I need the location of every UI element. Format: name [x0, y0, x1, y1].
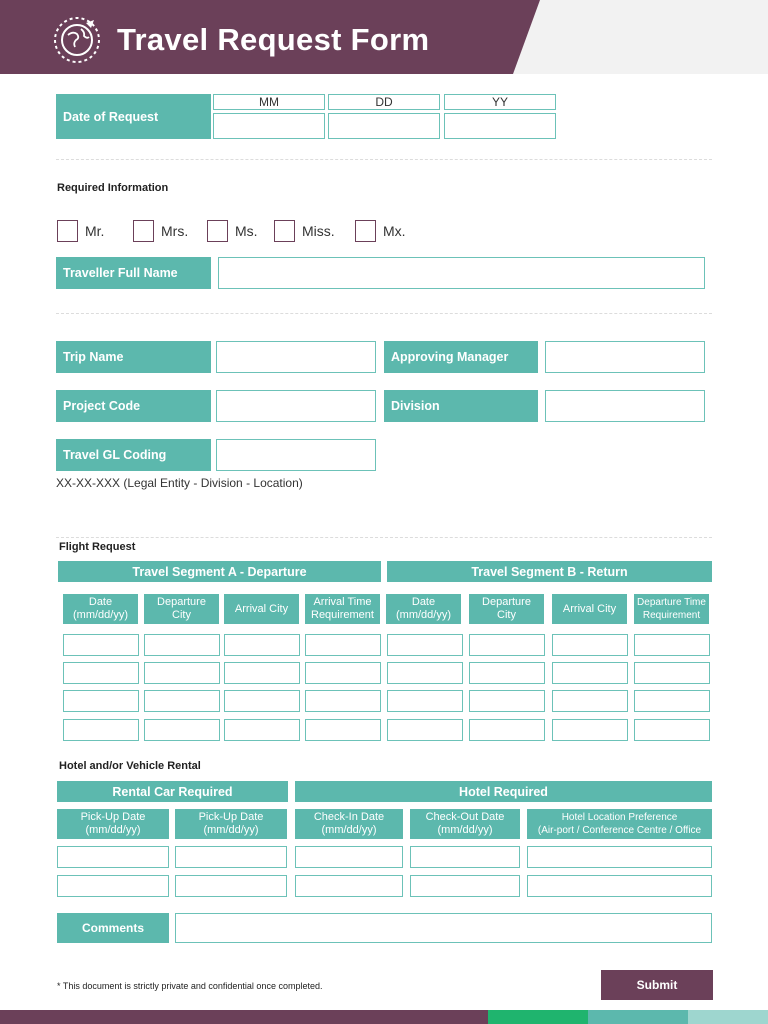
submit-button[interactable]: Submit	[601, 970, 713, 1000]
date-of-request-label: Date of Request	[56, 94, 211, 139]
segment-a-header: Travel Segment A - Departure	[58, 561, 381, 582]
gl-coding-input[interactable]	[216, 439, 376, 471]
flight-cell-input[interactable]	[634, 662, 710, 684]
flight-cell-input[interactable]	[144, 690, 220, 712]
check-out-date-header: Check-Out Date (mm/dd/yy)	[410, 809, 520, 839]
footer-stripe-plum	[0, 1010, 488, 1024]
flight-cell-input[interactable]	[634, 634, 710, 656]
flight-cell-input[interactable]	[469, 662, 545, 684]
rental-pickup-date-header: Pick-Up Date (mm/dd/yy)	[57, 809, 169, 839]
footer-stripe-teal	[588, 1010, 688, 1024]
checkbox-ms[interactable]	[207, 220, 228, 242]
traveller-name-input[interactable]	[218, 257, 705, 289]
flight-cell-input[interactable]	[63, 719, 139, 741]
flight-cell-input[interactable]	[634, 690, 710, 712]
hotel-cell-input[interactable]	[57, 875, 169, 897]
traveller-name-label: Traveller Full Name	[56, 257, 211, 289]
page-title: Travel Request Form	[117, 22, 430, 57]
project-code-label: Project Code	[56, 390, 211, 422]
seg-b-arrival-city-header: Arrival City	[552, 594, 627, 624]
approving-manager-label: Approving Manager	[384, 341, 538, 373]
hotel-cell-input[interactable]	[295, 875, 403, 897]
checkbox-mrs-label: Mrs.	[161, 223, 189, 239]
flight-cell-input[interactable]	[552, 690, 628, 712]
flight-cell-input[interactable]	[144, 662, 220, 684]
seg-a-departure-city-header: Departure City	[144, 594, 219, 624]
flight-cell-input[interactable]	[305, 634, 381, 656]
hotel-cell-input[interactable]	[175, 875, 287, 897]
flight-cell-input[interactable]	[552, 719, 628, 741]
flight-cell-input[interactable]	[387, 690, 463, 712]
checkbox-mr-label: Mr.	[85, 223, 105, 239]
rental-pickup-date-2-header: Pick-Up Date (mm/dd/yy)	[175, 809, 287, 839]
trip-name-label: Trip Name	[56, 341, 211, 373]
segment-b-header: Travel Segment B - Return	[387, 561, 712, 582]
year-header: YY	[444, 94, 556, 110]
footer-stripe-green	[488, 1010, 588, 1024]
gl-coding-label: Travel GL Coding	[56, 439, 211, 471]
flight-cell-input[interactable]	[552, 634, 628, 656]
flight-cell-input[interactable]	[387, 719, 463, 741]
flight-cell-input[interactable]	[387, 634, 463, 656]
seg-a-arrival-city-header: Arrival City	[224, 594, 299, 624]
checkbox-mx-label: Mx.	[383, 223, 406, 239]
flight-request-heading: Flight Request	[59, 541, 136, 553]
flight-cell-input[interactable]	[63, 662, 139, 684]
divider	[56, 313, 712, 314]
hotel-heading: Hotel and/or Vehicle Rental	[59, 760, 201, 772]
division-select[interactable]	[545, 390, 705, 422]
flight-cell-input[interactable]	[305, 662, 381, 684]
seg-b-date-header: Date (mm/dd/yy)	[386, 594, 461, 624]
flight-cell-input[interactable]	[469, 634, 545, 656]
hotel-cell-input[interactable]	[175, 846, 287, 868]
comments-input[interactable]	[175, 913, 712, 943]
divider	[56, 537, 712, 538]
checkbox-miss[interactable]	[274, 220, 295, 242]
flight-cell-input[interactable]	[634, 719, 710, 741]
globe-icon	[52, 15, 102, 65]
day-header: DD	[328, 94, 440, 110]
flight-cell-input[interactable]	[469, 690, 545, 712]
checkbox-ms-label: Ms.	[235, 223, 258, 239]
flight-cell-input[interactable]	[224, 634, 300, 656]
seg-b-departure-time-header: Departure Time Requirement	[634, 594, 709, 624]
project-code-input[interactable]	[216, 390, 376, 422]
required-info-heading: Required Information	[57, 182, 169, 194]
month-input[interactable]	[213, 113, 325, 139]
seg-a-date-header: Date (mm/dd/yy)	[63, 594, 138, 624]
flight-cell-input[interactable]	[224, 690, 300, 712]
checkbox-mx[interactable]	[355, 220, 376, 242]
division-label: Division	[384, 390, 538, 422]
seg-a-arrival-time-header: Arrival Time Requirement	[305, 594, 380, 624]
hotel-required-header: Hotel Required	[295, 781, 712, 802]
flight-cell-input[interactable]	[305, 690, 381, 712]
flight-cell-input[interactable]	[224, 719, 300, 741]
rental-car-header: Rental Car Required	[57, 781, 288, 802]
divider	[56, 159, 712, 160]
footer-stripe-light-teal	[688, 1010, 768, 1024]
flight-cell-input[interactable]	[387, 662, 463, 684]
approving-manager-input[interactable]	[545, 341, 705, 373]
check-in-date-header: Check-In Date (mm/dd/yy)	[295, 809, 403, 839]
month-header: MM	[213, 94, 325, 110]
hotel-cell-input[interactable]	[410, 846, 520, 868]
flight-cell-input[interactable]	[144, 719, 220, 741]
hotel-location-header: Hotel Location Preference (Air-port / Conference Centre / Office	[527, 809, 712, 839]
confidential-note: * This document is strictly private and confidential once completed.	[57, 981, 323, 991]
year-input[interactable]	[444, 113, 556, 139]
hotel-cell-input[interactable]	[410, 875, 520, 897]
flight-cell-input[interactable]	[63, 634, 139, 656]
flight-cell-input[interactable]	[144, 634, 220, 656]
hotel-cell-input[interactable]	[527, 846, 712, 868]
flight-cell-input[interactable]	[552, 662, 628, 684]
checkbox-miss-label: Miss.	[302, 223, 335, 239]
day-input[interactable]	[328, 113, 440, 139]
flight-cell-input[interactable]	[305, 719, 381, 741]
comments-label: Comments	[57, 913, 169, 943]
flight-cell-input[interactable]	[63, 690, 139, 712]
hotel-cell-input[interactable]	[295, 846, 403, 868]
checkbox-mr[interactable]	[57, 220, 78, 242]
seg-b-departure-city-header: Departure City	[469, 594, 544, 624]
flight-cell-input[interactable]	[224, 662, 300, 684]
trip-name-input[interactable]	[216, 341, 376, 373]
hotel-cell-input[interactable]	[527, 875, 712, 897]
gl-coding-hint: XX-XX-XXX (Legal Entity - Division - Location)	[56, 476, 303, 490]
flight-cell-input[interactable]	[469, 719, 545, 741]
checkbox-mrs[interactable]	[133, 220, 154, 242]
hotel-cell-input[interactable]	[57, 846, 169, 868]
